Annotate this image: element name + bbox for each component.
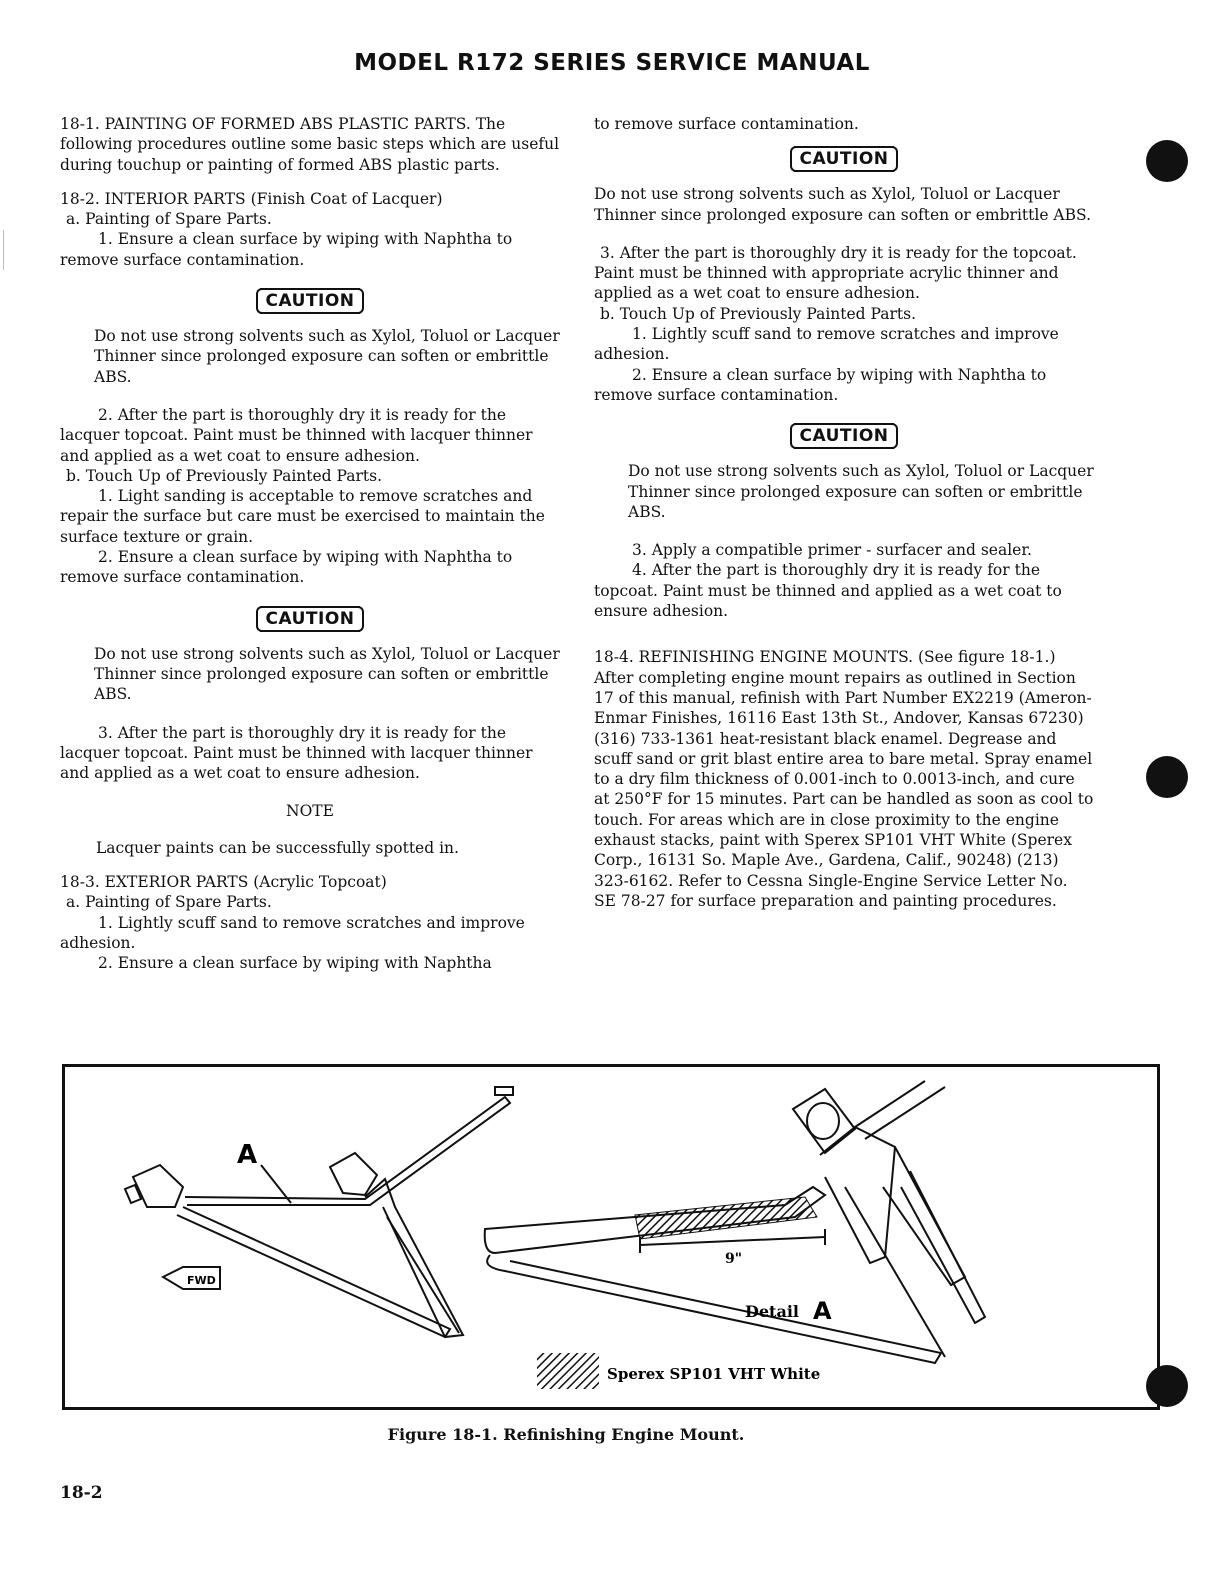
caution-box-2 (60, 606, 560, 632)
caution-box-1 (60, 288, 560, 314)
label-a: A (237, 1140, 258, 1170)
dimension-label: 9" (725, 1251, 743, 1267)
step-a1: 1. Ensure a clean surface by wiping with Naphtha to remove surface contamination. (60, 230, 513, 269)
figure-caption: Figure 18-1. Refinishing Engine Mount. (387, 1425, 745, 1444)
detail-letter: A (813, 1297, 832, 1325)
scan-artifact (3, 230, 4, 270)
caution-box-3 (594, 146, 1094, 172)
caution-text-1: Do not use strong solvents such as Xylol, Toluol or Lacquer Thinner since prolonged exposure can soften or embrittle ABS. (94, 327, 560, 386)
caution-label: CAUTION (794, 423, 893, 449)
fwd-label: FWD (187, 1274, 216, 1287)
hatched-area (635, 1197, 817, 1239)
left-column (60, 114, 560, 974)
step-b3: 3. After the part is thoroughly dry it is ready for the lacquer topcoat. Paint must be thinned with lacquer thinner and applied as a wet coat to ensure adhesion. (60, 723, 533, 783)
continuation-text: to remove surface contamination. (594, 115, 859, 133)
page-header: MODEL R172 SERIES SERVICE MANUAL (354, 50, 870, 76)
step-a2: 2. After the part is thoroughly dry it is ready for the lacquer topcoat. Paint must be thinned with lacquer thinner and applied as a wet coat to ensure adhesion. (60, 405, 533, 465)
caution-text-4: Do not use strong solvents such as Xylol, Toluol or Lacquer Thinner since prolonged exposure can soften or embrittle ABS. (628, 462, 1094, 521)
section-18-3-heading: 18-3. EXTERIOR PARTS (Acrylic Topcoat) (60, 873, 387, 892)
note-label: NOTE (286, 802, 334, 821)
right-column (594, 114, 1094, 911)
binder-hole-dot (1146, 756, 1188, 798)
step-b: b. Touch Up of Previously Painted Parts. (66, 466, 383, 485)
step-b2: 2. Ensure a clean surface by wiping with Naphtha to remove surface contamination. (60, 548, 513, 587)
figure-18-1 (62, 1064, 1160, 1410)
caution-text-3: Do not use strong solvents such as Xylol, Toluol or Lacquer Thinner since prolonged exposure can soften or embrittle ABS. (594, 185, 1092, 224)
ext-step-a2: 2. Ensure a clean surface by wiping with Naphtha (98, 954, 492, 973)
caution-text-2: Do not use strong solvents such as Xylol, Toluol or Lacquer Thinner since prolonged exposure can soften or embrittle ABS. (94, 644, 560, 704)
ext-step-a3: 3. After the part is thoroughly dry it is ready for the topcoat. Paint must be thinned with appropriate acrylic thinner and applied as a wet coat to ensure adhesion. (594, 243, 1077, 303)
page-number: 18-2 (60, 1483, 103, 1503)
note-text: Lacquer paints can be successfully spotted in. (96, 838, 459, 857)
caution-label: CAUTION (260, 288, 359, 314)
caution-box-4 (594, 423, 1094, 449)
section-18-4: 18-4. REFINISHING ENGINE MOUNTS. (See figure 18-1.) After completing engine mount repairs as outlined in Section 17 of this manual, refinish with Part Number EX2219 (Ameron-Enmar Finishes, 16116 East 13th St., Andover, Kansas 67230) (316) 733-1361 heat-resistant black enamel. Degrease and scuff sand or grit blast entire area to bare metal. Spray enamel to a dry film thickness of 0.001-inch to 0.0013-inch, and cure at 250°F for 15 minutes. Part can be handled as soon as cool to touch. For areas which are in close proximity to the engine exhaust stacks, paint with Sperex SP101 VHT White (Sperex Corp., 16131 So. Maple Ave., Gardena, Calif., 90248) (213) 323-6162. Refer to Cessna Single-Engine Service Letter No. SE 78-27 for surface preparation and painting procedures. (594, 648, 1094, 910)
detail-label: Detail (745, 1302, 799, 1321)
section-18-1: 18-1. PAINTING OF FORMED ABS PLASTIC PARTS. The following procedures outline some basic steps which are useful during touchup or painting of formed ABS plastic parts. (60, 115, 560, 174)
legend-hatch-swatch (537, 1353, 599, 1389)
step-a: a. Painting of Spare Parts. (66, 210, 272, 229)
ext-step-b4: 4. After the part is thoroughly dry it is ready for the topcoat. Paint must be thinned and applied as a wet coat to ensure adhesion. (594, 561, 1062, 621)
step-b1: 1. Light sanding is acceptable to remove scratches and repair the surface but care must be exercised to maintain the surface texture or grain. (60, 487, 545, 546)
caution-label: CAUTION (260, 606, 359, 632)
ext-step-b1: 1. Lightly scuff sand to remove scratches and improve adhesion. (594, 325, 1059, 364)
engine-mount-illustration (65, 1067, 1157, 1407)
section-18-2-heading: 18-2. INTERIOR PARTS (Finish Coat of Lacquer) (60, 189, 443, 208)
ext-step-b3: 3. Apply a compatible primer - surfacer and sealer. (632, 541, 1032, 560)
binder-hole-dot (1146, 140, 1188, 182)
ext-step-b2: 2. Ensure a clean surface by wiping with Naphtha to remove surface contamination. (594, 365, 1047, 404)
ext-step-a1: 1. Lightly scuff sand to remove scratches and improve adhesion. (60, 913, 525, 952)
ext-step-b: b. Touch Up of Previously Painted Parts. (600, 304, 917, 323)
caution-label: CAUTION (794, 146, 893, 172)
ext-step-a: a. Painting of Spare Parts. (66, 893, 272, 912)
engine-mount-drawing (125, 1081, 985, 1363)
legend-label: Sperex SP101 VHT White (607, 1365, 821, 1383)
